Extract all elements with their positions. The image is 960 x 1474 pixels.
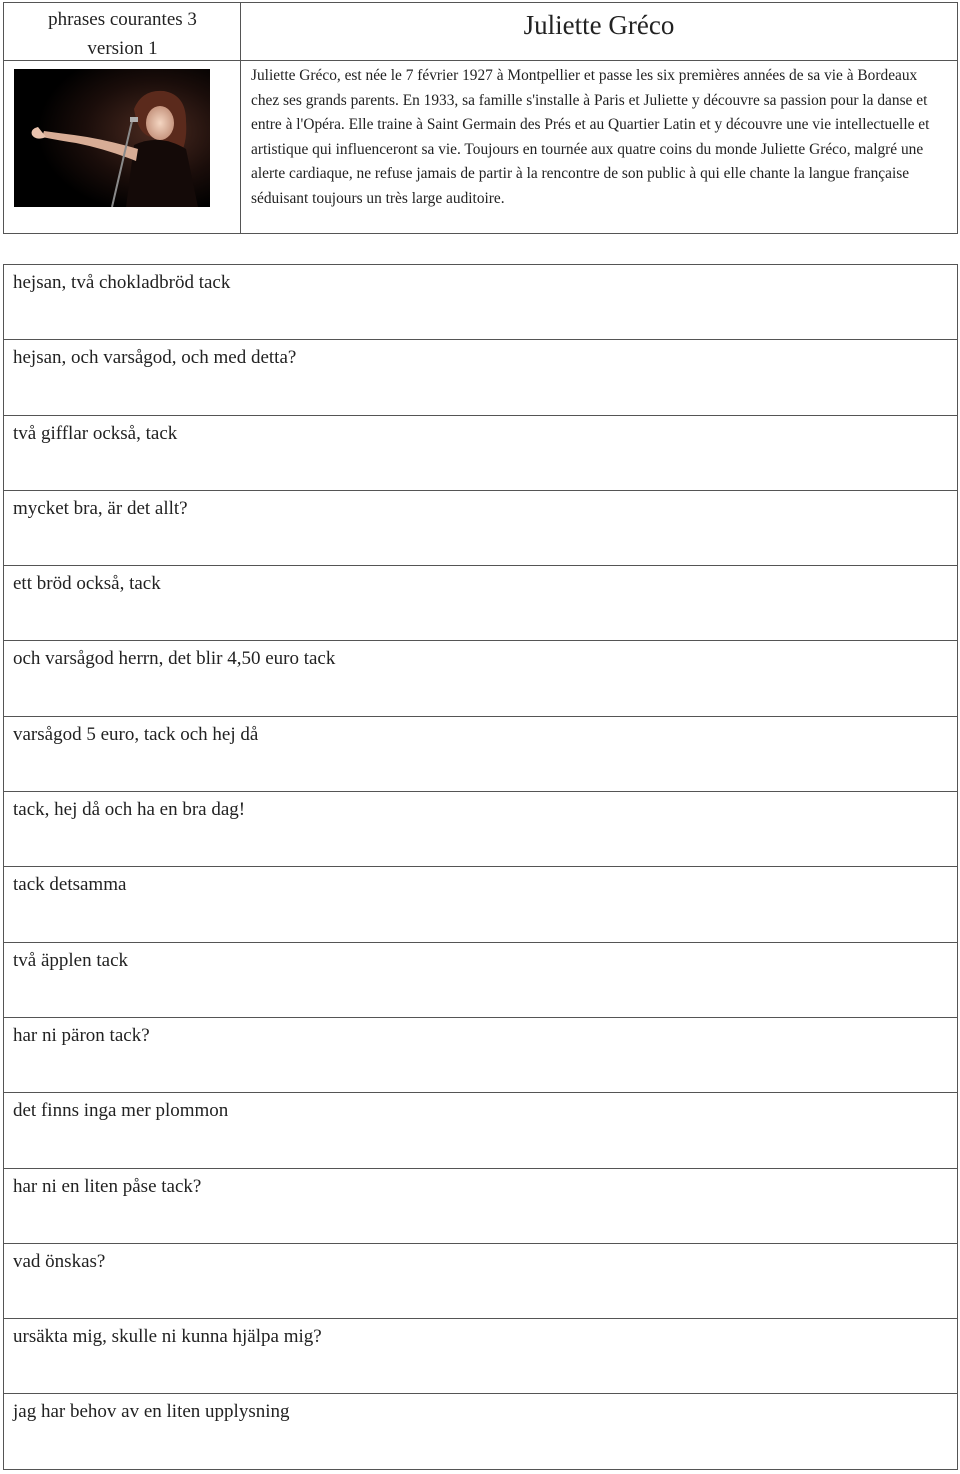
phrase-row: det finns inga mer plommon	[4, 1093, 957, 1168]
phrase-row: hejsan, två chokladbröd tack	[4, 265, 957, 340]
phrase-row: ett bröd också, tack	[4, 566, 957, 641]
phrase-row: har ni en liten påse tack?	[4, 1169, 957, 1244]
phrases-table	[3, 264, 958, 1470]
header-left-cell	[4, 3, 241, 233]
header-table	[3, 2, 958, 234]
header-right-cell	[241, 3, 957, 233]
phrase-row: har ni päron tack?	[4, 1018, 957, 1093]
singer-photo-image	[14, 69, 210, 207]
phrase-row: tack, hej då och ha en bra dag!	[4, 792, 957, 867]
phrase-row: två äpplen tack	[4, 943, 957, 1018]
biography-paragraph: Juliette Gréco, est née le 7 février 1927 à Montpellier et passe les six premières années de sa vie à Bordeaux chez ses grands parents. En 1933, sa famille s'installe à Paris et Juliette y découvre sa passion pour la danse et entre à l'Opéra. Elle traine à Saint Germain des Prés et au Quartier Latin et y découvre une vie intellectuelle et artistique qui influenceront sa vie. Toujours en tournée aux quatre coins du monde Juliette Gréco, malgré une alerte cardiaque, ne refuse jamais de partir à la rencontre de son public à qui elle chante la langue française séduisant toujours un très large auditoire.	[251, 67, 930, 207]
worksheet-title-line2: version 1	[87, 38, 158, 59]
singer-photo	[14, 69, 210, 207]
phrase-row: och varsågod herrn, det blir 4,50 euro tack	[4, 641, 957, 716]
worksheet-title-line1: phrases courantes 3	[48, 9, 197, 30]
phrase-row: varsågod 5 euro, tack och hej då	[4, 717, 957, 792]
phrase-row: ursäkta mig, skulle ni kunna hjälpa mig?	[4, 1319, 957, 1394]
song-title: Juliette Gréco	[241, 3, 957, 61]
phrase-row: hejsan, och varsågod, och med detta?	[4, 340, 957, 415]
worksheet-title	[4, 3, 241, 61]
phrase-row: tack detsamma	[4, 867, 957, 942]
phrase-row: mycket bra, är det allt?	[4, 491, 957, 566]
phrase-row: jag har behov av en liten upplysning	[13, 1401, 290, 1423]
phrase-row: två gifflar också, tack	[4, 416, 957, 491]
phrase-row: vad önskas?	[4, 1244, 957, 1319]
